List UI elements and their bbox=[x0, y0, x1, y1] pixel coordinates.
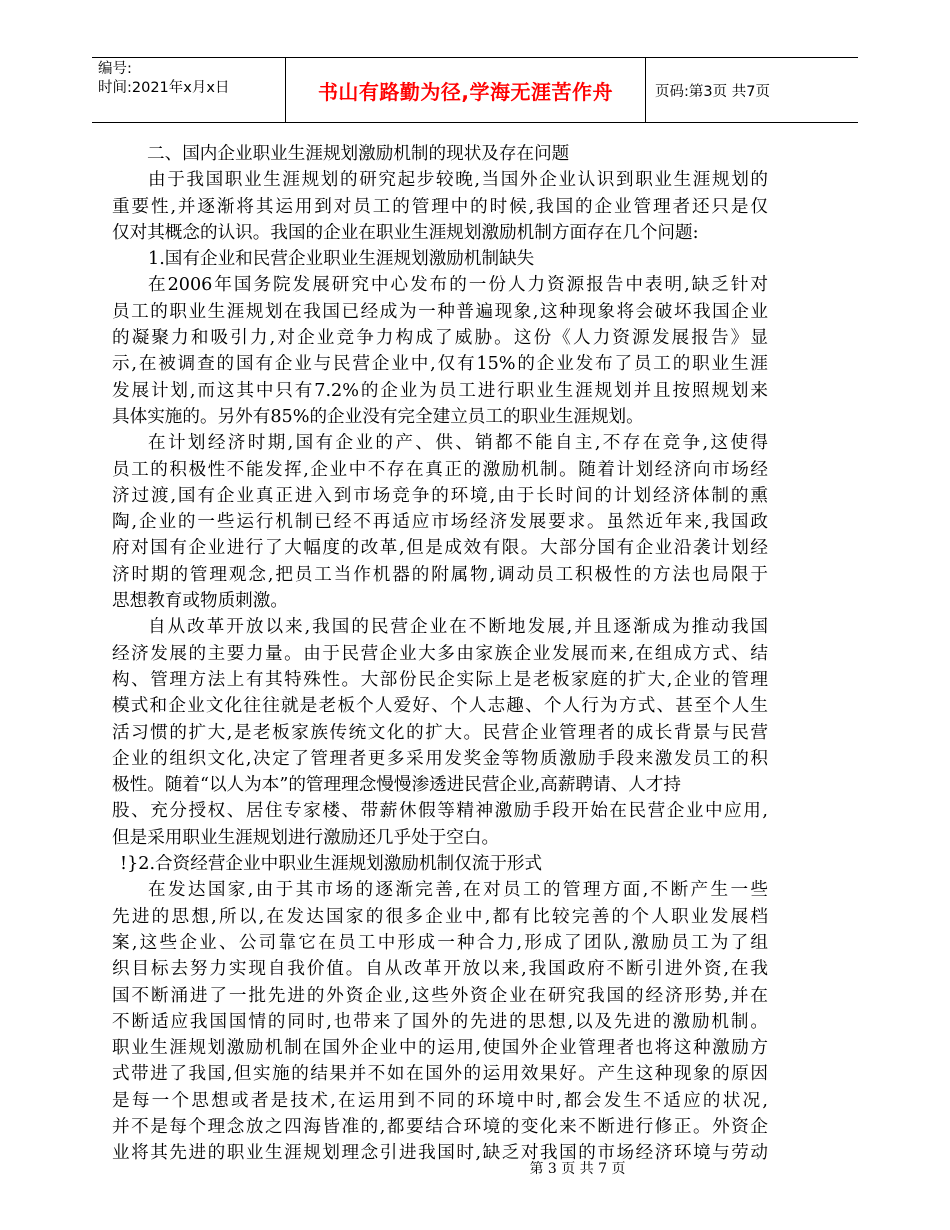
paragraph-line: 济时期的管理观念,把员工当作机器的附属物,调动员工积极性的方法也局限于 bbox=[112, 564, 768, 585]
paragraph-line: 不断适应我国国情的同时,也带来了国外的先进的思想,以及先进的激励机制。 bbox=[112, 1011, 768, 1032]
paragraph-line: 示,在被调查的国有企业与民营企业中,仅有15%的企业发布了员工的职业生涯 bbox=[112, 354, 768, 375]
paragraph-line: 经济发展的主要力量。由于民营企业大多由家族企业发展而来,在组成方式、结 bbox=[112, 643, 768, 664]
paragraph-line: 织目标去努力实现自我价值。自从改革开放以来,我国政府不断引进外资,在我 bbox=[112, 959, 768, 980]
page-header bbox=[92, 57, 858, 123]
paragraph-line: 府对国有企业进行了大幅度的改革,但是成效有限。大部分国有企业沿袭计划经 bbox=[112, 538, 768, 559]
paragraph-line: 是每一个思想或者是技术,在运用到不同的环境中时,都会发生不适应的状况, bbox=[112, 1090, 768, 1111]
paragraph-line: 由于我国职业生涯规划的研究起步较晚,当国外企业认识到职业生涯规划的 bbox=[148, 170, 768, 191]
section-heading: 二、国内企业职业生涯规划激励机制的现状及存在问题 bbox=[147, 144, 570, 164]
paragraph-line: 股、充分授权、居住专家楼、带薪休假等精神激励手段开始在民营企业中应用, bbox=[112, 801, 768, 822]
page-footer: 第 3 页 共 7 页 bbox=[529, 1161, 626, 1177]
paragraph-line: 模式和企业文化往往就是老板个人爱好、个人志趣、个人行为方式、甚至个人生 bbox=[112, 696, 768, 717]
paragraph-line: 具体实施的。另外有85%的企业没有完全建立员工的职业生涯规划。 bbox=[112, 406, 644, 427]
paragraph-line: 发展计划,而这其中只有7.2%的企业为员工进行职业生涯规划并且按照规划来 bbox=[112, 380, 768, 401]
paragraph-line: 自从改革开放以来,我国的民营企业在不断地发展,并且逐渐成为推动我国 bbox=[148, 617, 768, 638]
paragraph-line: 员工的积极性不能发挥,企业中不存在真正的激励机制。随着计划经济向市场经 bbox=[112, 459, 768, 480]
subsection-heading: !}2.合资经营企业中职业生涯规划激励机制仅流于形式 bbox=[120, 854, 543, 875]
date-label: 时间:2021年x月x日 bbox=[98, 80, 230, 96]
paragraph-line: 济过渡,国有企业真正进入到市场竞争的环境,由于长时间的计划经济体制的熏 bbox=[112, 485, 768, 506]
header-meta bbox=[92, 58, 286, 122]
document-body bbox=[112, 141, 768, 1167]
paragraph-line: 重要性,并逐渐将其运用到对员工的管理中的时候,我国的企业管理者还只是仅 bbox=[112, 196, 768, 217]
paragraph-line: 陶,企业的一些运行机制已经不再适应市场经济发展要求。虽然近年来,我国政 bbox=[112, 512, 768, 533]
paragraph-line: 活习惯的扩大,是老板家族传统文化的扩大。民营企业管理者的成长背景与民营 bbox=[112, 722, 768, 743]
paragraph-line: 先进的思想,所以,在发达国家的很多企业中,都有比较完善的个人职业发展档 bbox=[112, 906, 768, 927]
paragraph-line: 极性。随着“以人为本”的管理理念慢慢渗透进民营企业,高薪聘请、人才持 bbox=[112, 775, 681, 796]
paragraph-line: 式带进了我国,但实施的结果并不如在国外的运用效果好。产生这种现象的原因 bbox=[112, 1064, 768, 1085]
paragraph-line: 企业的组织文化,决定了管理者更多采用发奖金等物质激励手段来激发员工的积 bbox=[112, 748, 768, 769]
header-page-info: 页码:第3页 共7页 bbox=[655, 83, 770, 100]
paragraph-line: 员工的职业生涯规划在我国已经成为一种普遍现象,这种现象将会破坏我国企业 bbox=[112, 301, 768, 322]
paragraph-line: 仅对其概念的认识。我国的企业在职业生涯规划激励机制方面存在几个问题: bbox=[112, 222, 699, 243]
header-motto: 书山有路勤为径,学海无涯苦作舟 bbox=[286, 58, 646, 122]
subsection-heading: 1.国有企业和民营企业职业生涯规划激励机制缺失 bbox=[148, 249, 535, 270]
paragraph-line: 思想教育或物质刺激。 bbox=[112, 591, 288, 612]
paragraph-line: 职业生涯规划激励机制在国外企业中的运用,使国外企业管理者也将这种激励方 bbox=[112, 1038, 768, 1059]
paragraph-line: 案,这些企业、公司靠它在员工中形成一种合力,形成了团队,激励员工为了组 bbox=[112, 932, 768, 953]
paragraph-line: 构、管理方法上有其特殊性。大部份民企实际上是老板家庭的扩大,企业的管理 bbox=[112, 669, 768, 690]
paragraph-line: 国不断涌进了一批先进的外资企业,这些外资企业在研究我国的经济形势,并在 bbox=[112, 985, 768, 1006]
paragraph-line: 在发达国家,由于其市场的逐渐完善,在对员工的管理方面,不断产生一些 bbox=[148, 880, 768, 901]
paragraph-line: 在2006年国务院发展研究中心发布的一份人力资源报告中表明,缺乏针对 bbox=[148, 275, 768, 296]
paragraph-line: 的凝聚力和吸引力,对企业竞争力构成了威胁。这份《人力资源发展报告》显 bbox=[112, 328, 768, 349]
paragraph-line: 并不是每个理念放之四海皆准的,都要结合环境的变化来不断进行修正。外资企 bbox=[112, 1116, 768, 1137]
paragraph-line: 在计划经济时期,国有企业的产、供、销都不能自主,不存在竞争,这使得 bbox=[148, 433, 768, 454]
serial-number-label: 编号: bbox=[98, 61, 132, 77]
paragraph-line: 但是采用职业生涯规划进行激励还几乎处于空白。 bbox=[112, 827, 500, 848]
paragraph-line: 业将其先进的职业生涯规划理念引进我国时,缺乏对我国的市场经济环境与劳动 bbox=[112, 1143, 768, 1164]
